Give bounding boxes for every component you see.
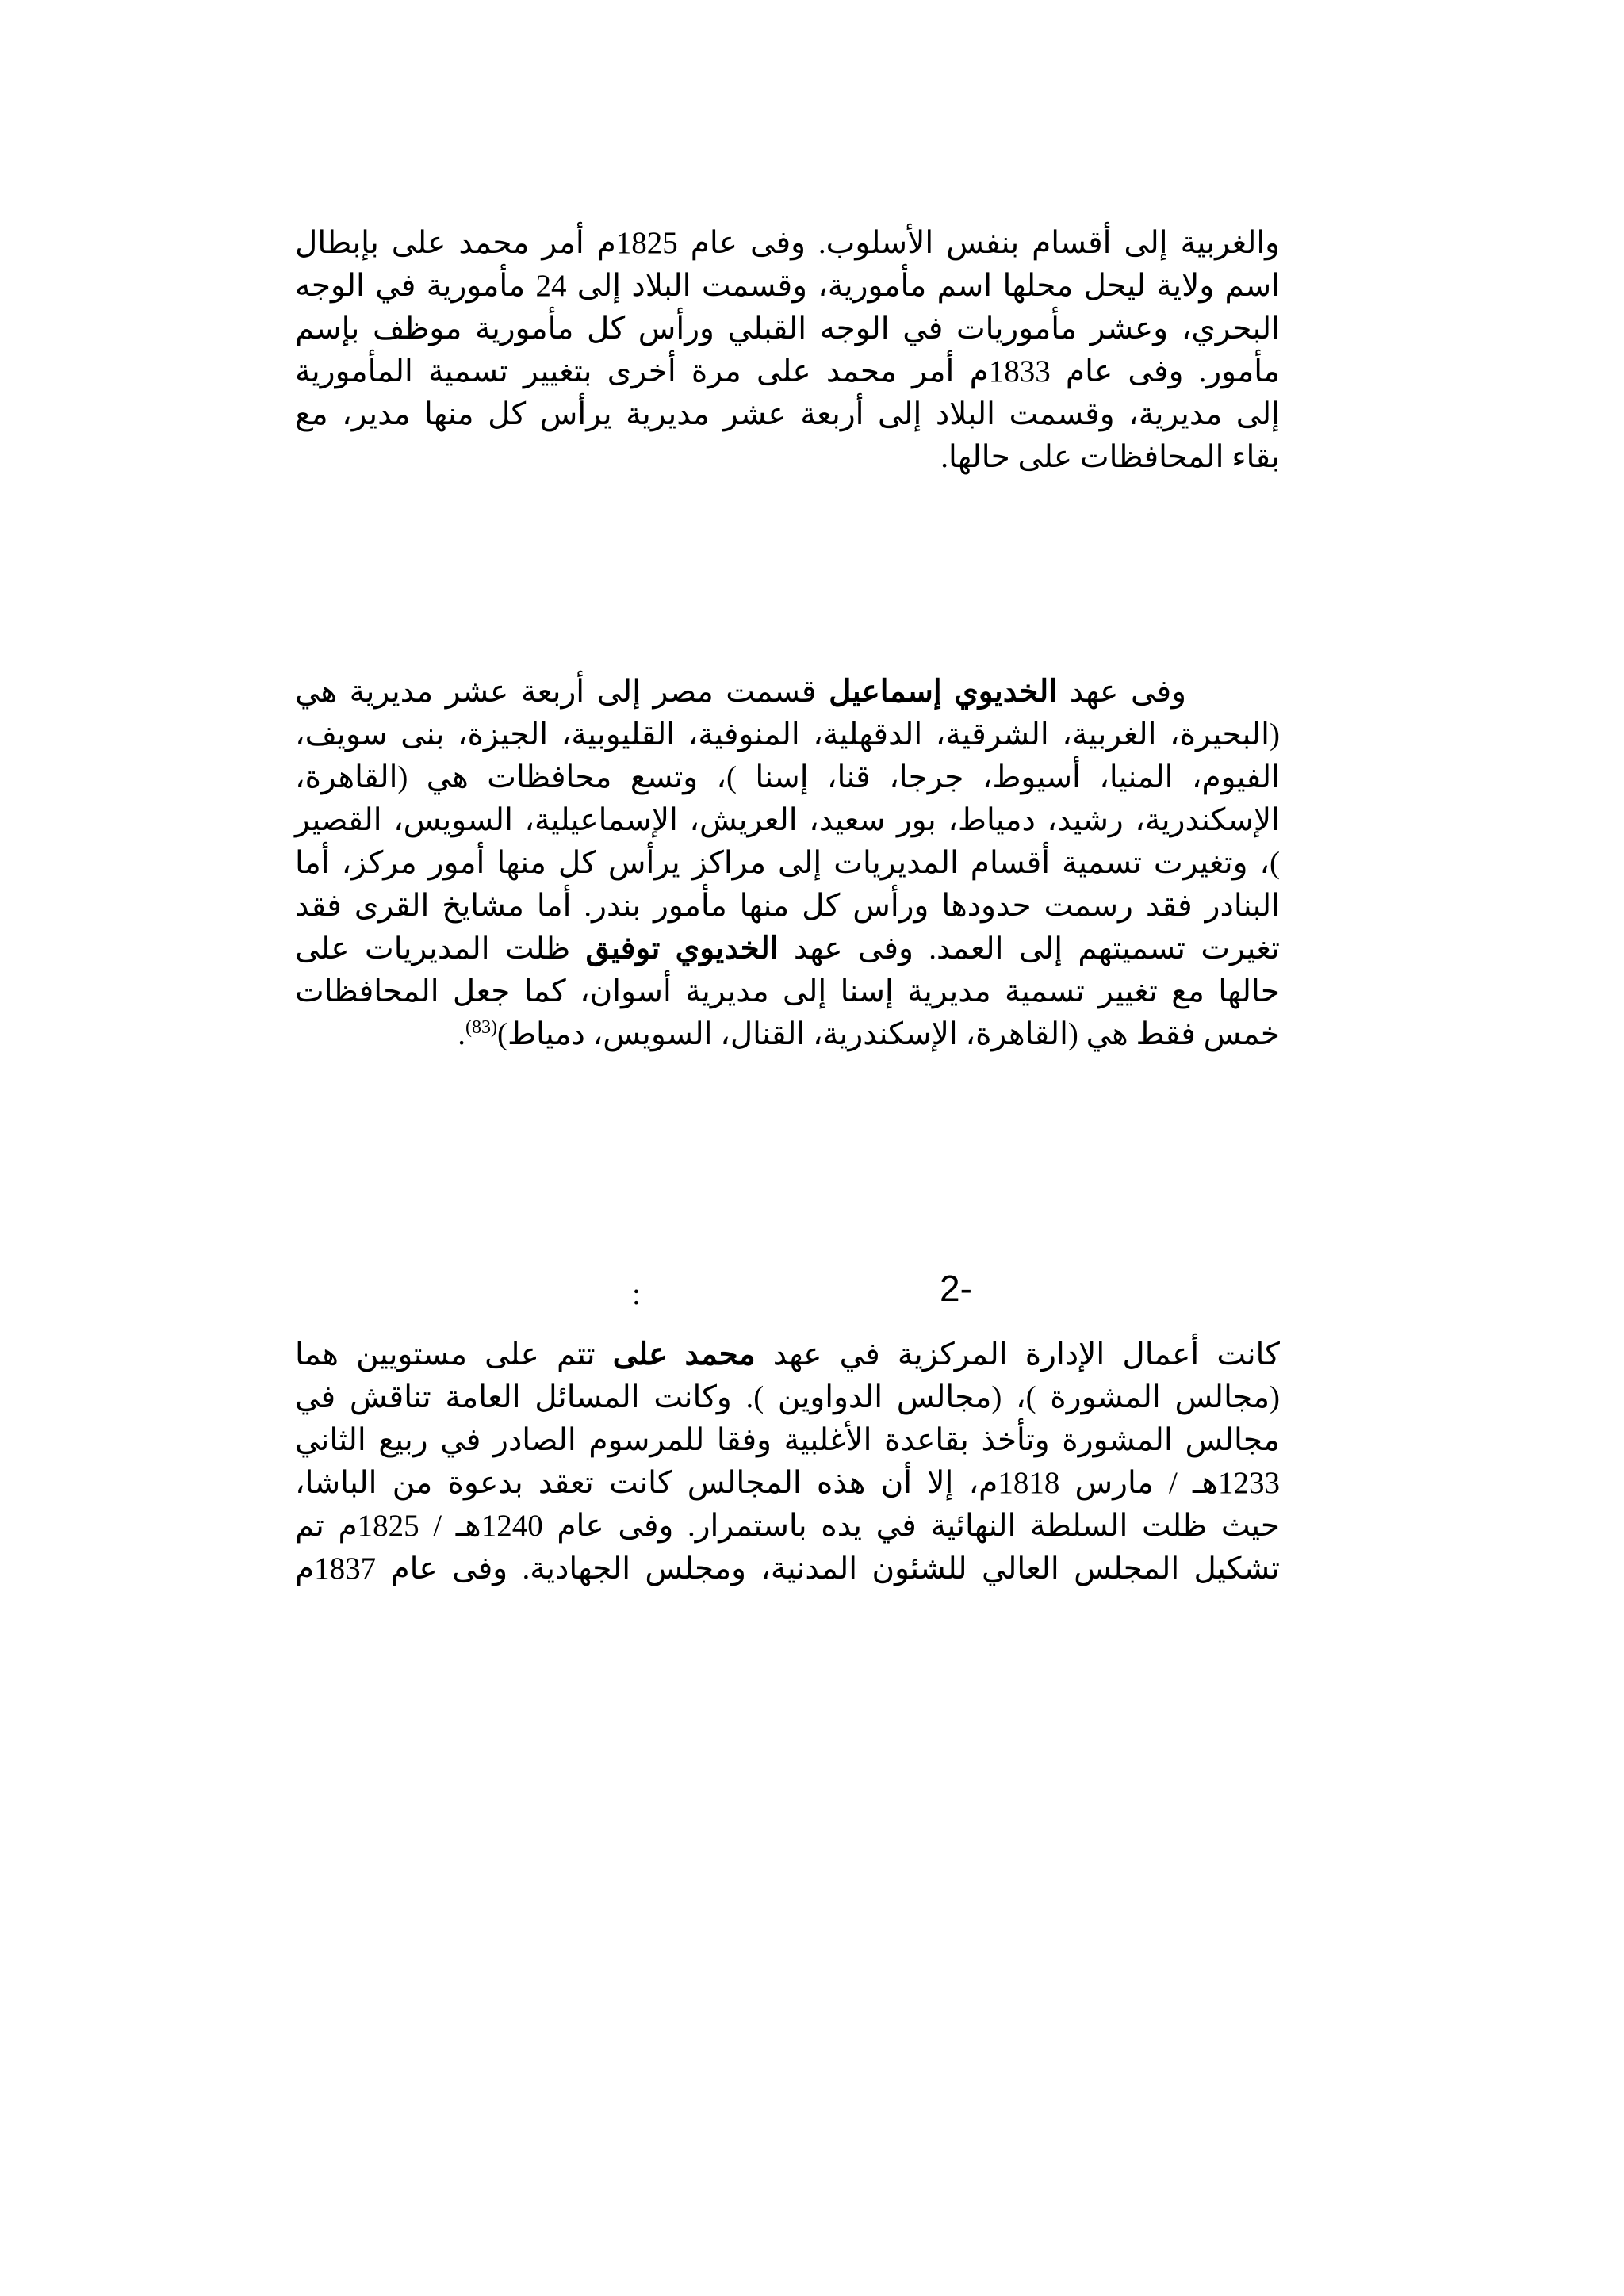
paragraph-line: مأمور. وفى عام 1833م أمر محمد على مرة أخرى بتغيير تسمية المأمورية bbox=[295, 354, 1280, 388]
paragraph-line: حيث ظلت السلطة النهائية في يده باستمرار. وفى عام 1240هـ / 1825م تم bbox=[295, 1509, 1281, 1543]
paragraph-line: الفيوم، المنيا، أسيوط، جرجا، قنا، إسنا )، وتسع محافظات هي (القاهرة، bbox=[295, 760, 1280, 794]
paragraph-line: والغربية إلى أقسام بنفس الأسلوب. وفى عام 1825م أمر محمد على بإبطال bbox=[295, 226, 1280, 260]
paragraph-line bbox=[295, 928, 1280, 970]
text-run: وفى عهد bbox=[1057, 675, 1186, 709]
paragraph-line: الإسكندرية، رشيد، دمياط، بور سعيد، العريش، الإسماعيلية، السويس، القصير bbox=[295, 803, 1280, 837]
text-run: . bbox=[458, 1017, 465, 1051]
section-heading-colon: : bbox=[632, 1277, 641, 1311]
paragraph-3 bbox=[295, 1334, 1280, 1590]
paragraph-line: حالها مع تغيير تسمية مديرية إسنا إلى مديرية أسوان، كما جعل المحافظات bbox=[295, 974, 1280, 1008]
paragraph-line: (مجالس المشورة )، (مجالس الدواوين ). وكانت المسائل العامة تناقش في bbox=[295, 1380, 1280, 1414]
text-run: ظلت المديريات على bbox=[295, 932, 586, 966]
paragraph-line: 1233هـ / مارس 1818م، إلا أن هذه المجالس كانت تعقد بدعوة من الباشا، bbox=[295, 1466, 1280, 1500]
text-run: تغيرت تسميتهم إلى العمد. وفى عهد bbox=[778, 932, 1280, 966]
bold-name-muhammad-ali: محمد على bbox=[612, 1337, 756, 1372]
paragraph-line bbox=[295, 1013, 1280, 1056]
footnote-reference[interactable]: (83) bbox=[465, 1017, 497, 1038]
text-run: كانت أعمال الإدارة المركزية في عهد bbox=[755, 1337, 1281, 1372]
paragraph-line: تشكيل المجلس العالي للشئون المدنية، ومجلس الجهادية. وفى عام 1837م bbox=[295, 1552, 1280, 1586]
paragraph-line: (البحيرة، الغربية، الشرقية، الدقهلية، المنوفية، القليوبية، الجيزة، بنى سويف، bbox=[295, 718, 1280, 752]
text-run: خمس فقط هي (القاهرة، الإسكندرية، القنال، السويس، دمياط) bbox=[496, 1017, 1280, 1051]
paragraph-2 bbox=[295, 671, 1280, 1056]
paragraph-line: اسم ولاية ليحل محلها اسم مأمورية، وقسمت البلاد إلى 24 مأمورية في الوجه bbox=[295, 269, 1280, 303]
paragraph-line: مجالس المشورة وتأخذ بقاعدة الأغلبية وفقا للمرسوم الصادر في ربيع الثاني bbox=[295, 1423, 1280, 1457]
paragraph-line: إلى مديرية، وقسمت البلاد إلى أربعة عشر مديرية يرأس كل منها مدير، مع bbox=[295, 397, 1280, 431]
paragraph-line: البنادر فقد رسمت حدودها ورأس كل منها مأمور بندر. أما مشايخ القرى فقد bbox=[295, 889, 1280, 923]
paragraph-line bbox=[295, 671, 1280, 714]
paragraph-line: البحري، وعشر مأموريات في الوجه القبلي ورأس كل مأمورية موظف بإسم bbox=[295, 312, 1280, 346]
paragraph-line: )، وتغيرت تسمية أقسام المديريات إلى مراكز يرأس كل منها أمور مركز، أما bbox=[295, 846, 1280, 880]
paragraph-1 bbox=[295, 222, 1280, 479]
bold-name-khedive-tawfiq: الخديوي توفيق bbox=[585, 932, 779, 966]
paragraph-line bbox=[295, 1334, 1280, 1376]
paragraph-line: بقاء المحافظات على حالها. bbox=[940, 440, 1280, 474]
section-number: 2- bbox=[940, 1268, 972, 1309]
bold-name-khedive-ismail: الخديوي إسماعيل bbox=[829, 675, 1058, 709]
text-run: تتم على مستويين هما bbox=[295, 1337, 613, 1372]
text-run: قسمت مصر إلى أربعة عشر مديرية هي bbox=[295, 675, 829, 709]
